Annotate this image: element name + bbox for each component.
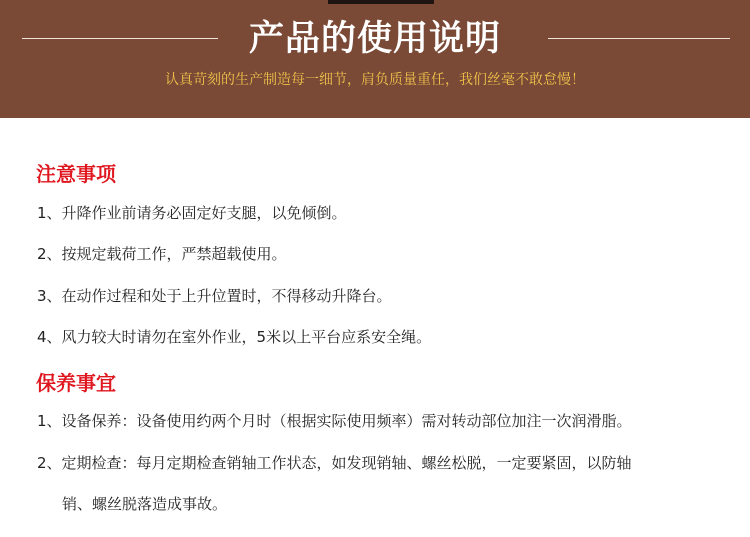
section-heading-precautions: 注意事项 (36, 162, 116, 186)
top-tab-decoration (328, 0, 434, 4)
section-heading-maintenance: 保养事宜 (36, 371, 116, 395)
page-title: 产品的使用说明 (248, 19, 501, 59)
cropped-next-line (37, 531, 713, 537)
maintenance-item-2: 2、定期检查：每月定期检查销轴工作状态，如发现销轴、螺丝松脱，一定要紧固，以防轴 (37, 454, 632, 472)
header-banner (0, 0, 750, 118)
precaution-item-2: 2、按规定载荷工作，严禁超载使用。 (37, 245, 287, 263)
precaution-item-1: 1、升降作业前请务必固定好支腿，以免倾倒。 (37, 204, 347, 222)
title-divider-right (548, 38, 730, 39)
precaution-item-4: 4、风力较大时请勿在室外作业，5米以上平台应系安全绳。 (37, 328, 432, 346)
precaution-item-3: 3、在动作过程和处于上升位置时，不得移动升降台。 (37, 287, 392, 305)
instructions-content (0, 118, 750, 537)
maintenance-item-2-continuation: 销、螺丝脱落造成事故。 (62, 495, 228, 513)
maintenance-item-1: 1、设备保养：设备使用约两个月时（根据实际使用频率）需对转动部位加注一次润滑脂。 (37, 412, 632, 430)
page-slogan: 认真苛刻的生产制造每一细节，肩负质量重任，我们丝毫不敢怠慢！ (165, 72, 585, 88)
title-row (0, 14, 750, 64)
